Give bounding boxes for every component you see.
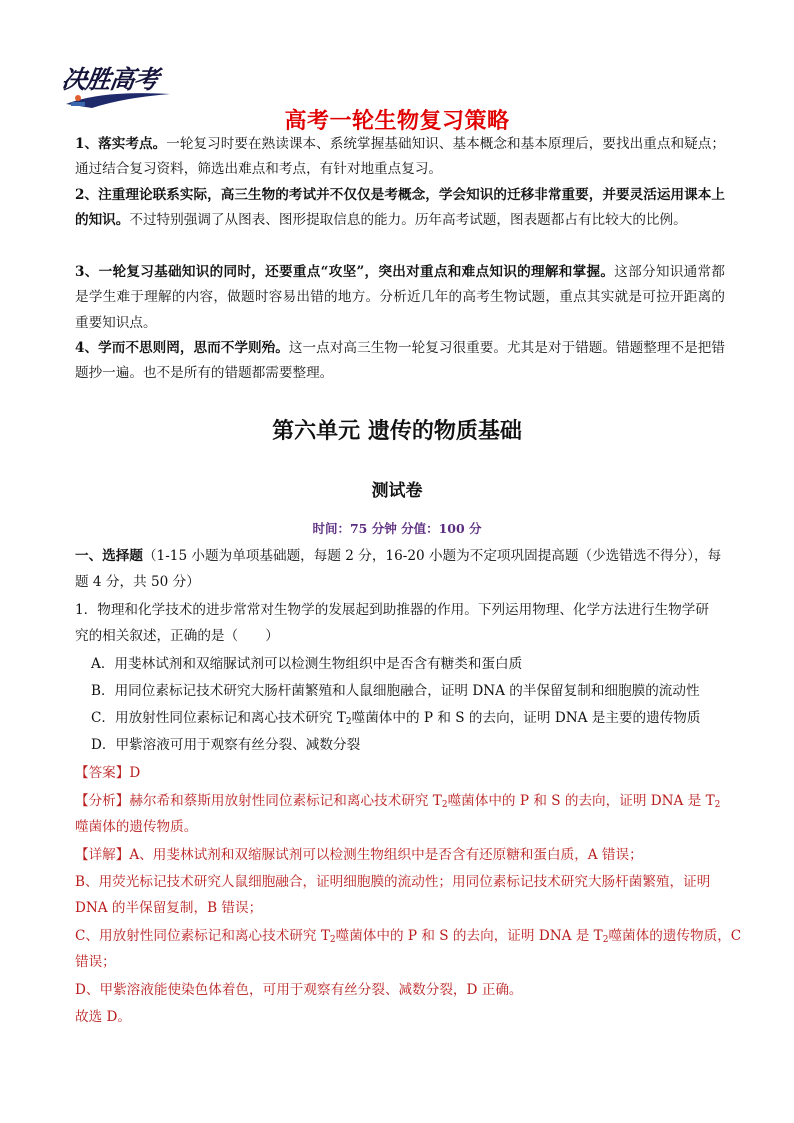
- option-c-text: C．用放射性同位素标记和离心技术研究 T: [91, 710, 346, 726]
- detail-b-line2: DNA 的半保留复制，B 错误；: [75, 900, 263, 916]
- subscript: 2: [714, 800, 721, 810]
- logo-text: 决胜高考: [59, 65, 160, 94]
- analysis-line1: [75, 789, 725, 818]
- exam-info: 时间：75 分钟 分值：100 分: [312, 521, 482, 536]
- strategy-4: [75, 336, 725, 387]
- subscript: 2: [345, 717, 352, 727]
- strategy-1: [75, 132, 725, 183]
- analysis-text: 噬菌体中的 P 和 S 的去向，证明 DNA 是 T: [447, 793, 715, 809]
- detail-conclusion: 故选 D。: [75, 1009, 132, 1025]
- option-c-text-post: 噬菌体中的 P 和 S 的去向，证明 DNA 是主要的遗传物质: [351, 710, 701, 726]
- unit-title: 第六单元 遗传的物质基础: [272, 419, 522, 444]
- detail-label: 【详解】: [75, 847, 130, 863]
- option-c: [91, 706, 741, 735]
- strategy-body: 这部分知识通常都是学生难于理解的内容，做题时容易出错的地方。分析近几年的高考生物试题，重点其实就是可拉开距离的重要知识点。: [75, 264, 725, 331]
- test-title: 测试卷: [371, 481, 423, 501]
- answer-label: 【答案】: [75, 765, 130, 781]
- question-stem-line1: 1．物理和化学技术的进步常常对生物学的发展起到助推器的作用。下列运用物理、化学方法进行生物学研: [75, 602, 709, 618]
- strategy-body: 一轮复习时要在熟读课本、系统掌握基础知识、基本概念和基本原理后，要找出重点和疑点；通过结合复习资料，筛选出难点和考点，有针对地重点复习。: [75, 136, 725, 178]
- option-b: B．用同位素标记技术研究大肠杆菌繁殖和人鼠细胞融合，证明 DNA 的半保留复制和细胞膜的流动性: [91, 683, 700, 699]
- strategy-lead: 1、落实考点。: [75, 136, 167, 152]
- detail-c-line1: [75, 924, 742, 953]
- question-stem-line2: 究的相关叙述，正确的是（ ）: [75, 628, 279, 644]
- answer-value: D: [129, 765, 141, 781]
- detail-c-line2: 错误；: [75, 954, 116, 970]
- page-title: 高考一轮生物复习策略: [284, 109, 510, 134]
- answer-line: [75, 761, 725, 786]
- analysis-text: 赫尔希和蔡斯用放射性同位素标记和离心技术研究 T: [129, 793, 442, 809]
- section-heading: 一、选择题: [75, 548, 143, 564]
- option-d: D．甲紫溶液可用于观察有丝分裂、减数分裂: [91, 737, 361, 753]
- strategy-lead: 4、学而不思则罔，思而不学则殆。: [75, 340, 289, 356]
- detail-c-text: 噬菌体的遗传物质，C: [608, 928, 742, 944]
- detail-b-line1: B、用荧光标记技术研究人鼠细胞融合，证明细胞膜的流动性；用同位素标记技术研究大肠杆菌繁殖，证明: [75, 874, 711, 890]
- detail-c-text: C、用放射性同位素标记和离心技术研究 T: [75, 928, 330, 944]
- strategy-2: [75, 183, 725, 234]
- section-header: [75, 544, 725, 569]
- strategy-3: [75, 260, 725, 336]
- subscript: 2: [329, 935, 336, 945]
- strategy-lead: 3、一轮复习基础知识的同时，还要重点“攻坚”，突出对重点和难点知识的理解和掌握。: [75, 264, 615, 280]
- strategy-lead: 2、注重理论联系实际，高三生物的考试并不仅仅是考概念，学会知识的迁移非常重要，并要灵活运用课本上的知识。: [75, 187, 725, 229]
- strategy-body: 这一点对高三生物一轮复习很重要。尤其是对于错题。错题整理不是把错题抄一遍。也不是所有的错题都需要整理。: [75, 340, 725, 382]
- subscript: 2: [602, 935, 609, 945]
- detail-c-text: 噬菌体中的 P 和 S 的去向，证明 DNA 是 T: [335, 928, 603, 944]
- detail-a: [75, 843, 725, 868]
- analysis-label: 【分析】: [75, 793, 130, 809]
- section-desc: （1-15 小题为单项基础题，每题 2 分，16-20 小题为不定项巩固提高题（少选错选不得分），每: [142, 548, 722, 564]
- detail-a-text: A、用斐林试剂和双缩脲试剂可以检测生物组织中是否含有还原糖和蛋白质，A 错误；: [129, 847, 643, 863]
- section-desc-line2: 题 4 分，共 50 分）: [75, 574, 200, 590]
- strategy-body: 不过特别强调了从图表、图形提取信息的能力。历年高考试题，图表题都占有比较大的比例。: [129, 212, 687, 229]
- subscript: 2: [441, 800, 448, 810]
- option-a: A．用斐林试剂和双缩脲试剂可以检测生物组织中是否含有糖类和蛋白质: [91, 656, 523, 672]
- analysis-line2: 噬菌体的遗传物质。: [75, 819, 198, 835]
- detail-d: D、甲紫溶液能使染色体着色，可用于观察有丝分裂、减数分裂，D 正确。: [75, 982, 523, 998]
